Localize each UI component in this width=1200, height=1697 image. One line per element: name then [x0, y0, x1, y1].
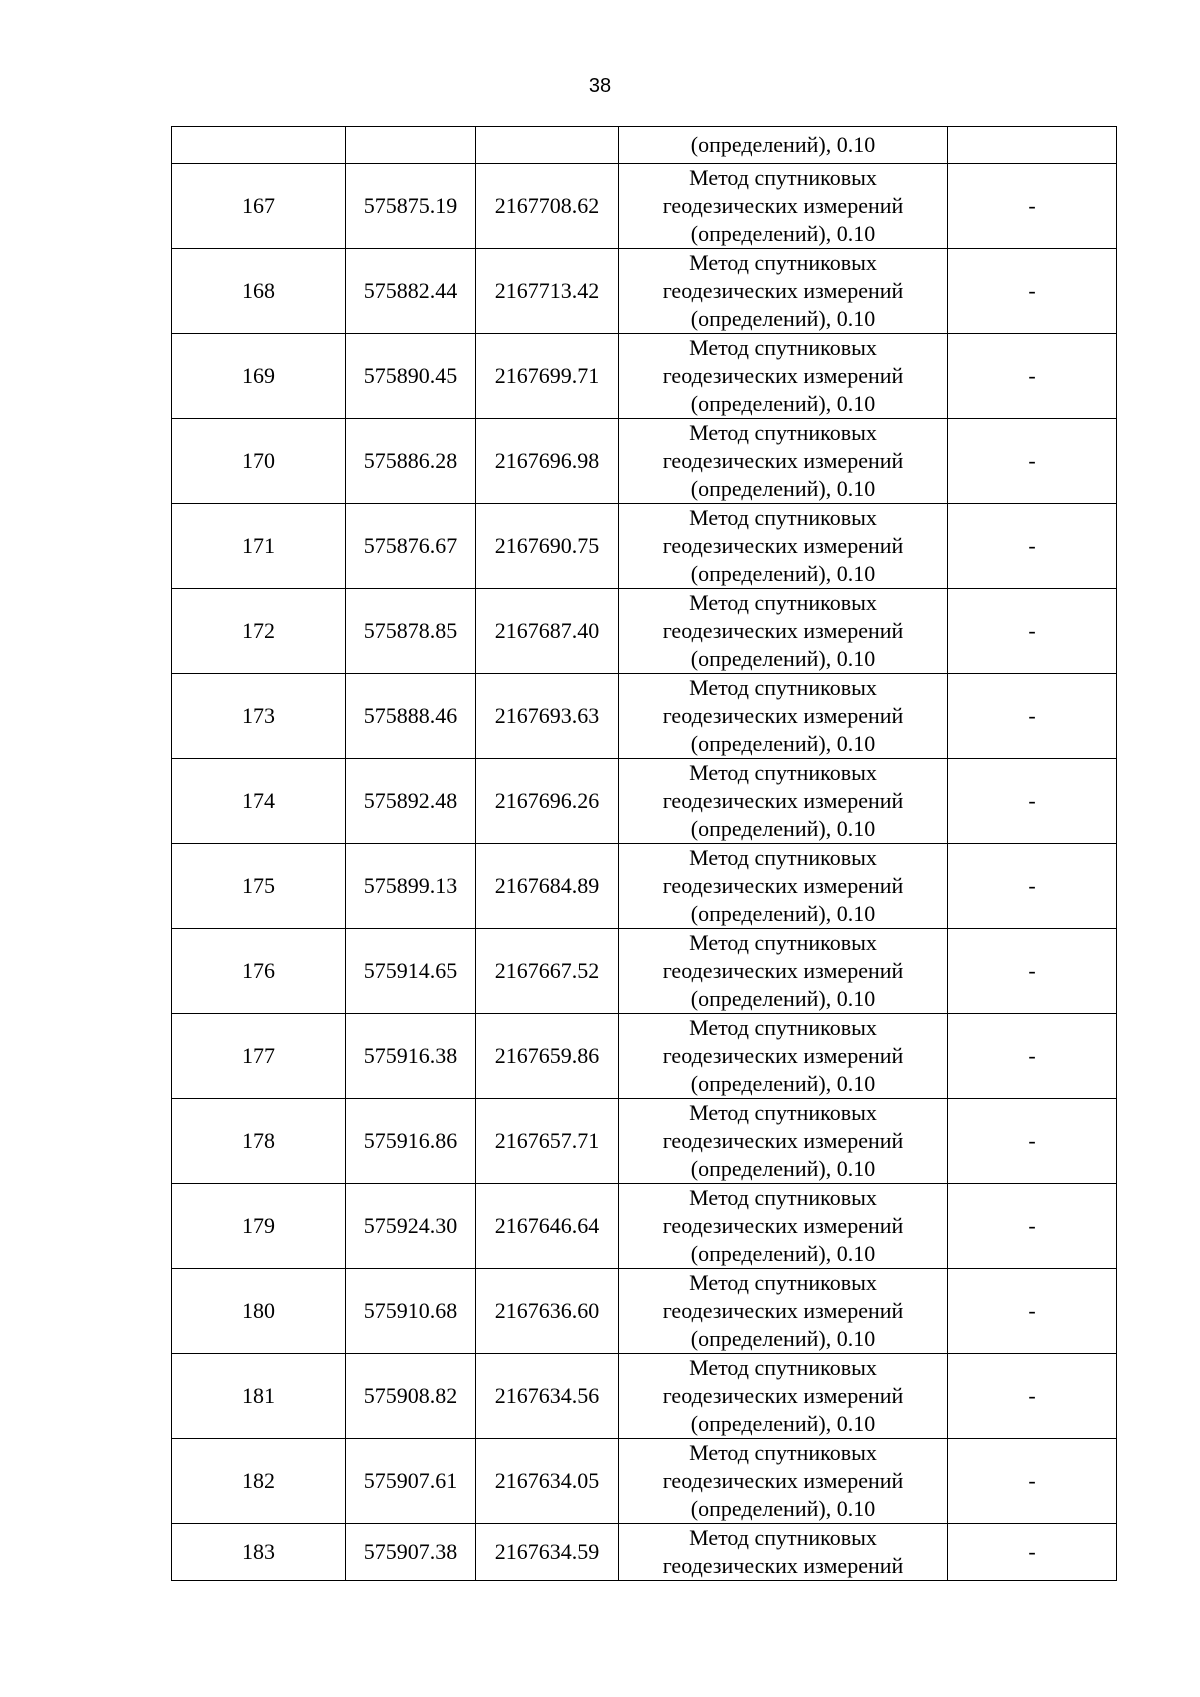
method-line-1: Метод спутниковых — [689, 1270, 877, 1295]
cell-y: 2167657.71 — [476, 1099, 619, 1184]
cell-y: 2167690.75 — [476, 504, 619, 589]
cell-x: 575916.86 — [346, 1099, 476, 1184]
cell-point: 173 — [172, 674, 346, 759]
cell-x: 575907.38 — [346, 1524, 476, 1581]
cell-point: 168 — [172, 249, 346, 334]
cell-description: - — [948, 759, 1117, 844]
method-line-2: геодезических измерений — [662, 873, 904, 898]
cell-y: 2167636.60 — [476, 1269, 619, 1354]
cell-y: 2167699.71 — [476, 334, 619, 419]
cell-method — [619, 249, 948, 334]
cell-point: 169 — [172, 334, 346, 419]
cell-method — [619, 844, 948, 929]
page-number: 38 — [588, 75, 612, 97]
cell-description: - — [948, 504, 1117, 589]
method-line-3: (определений), 0.10 — [690, 1411, 876, 1436]
method-line-3: (определений), 0.10 — [690, 646, 876, 671]
table-row — [172, 1269, 1117, 1354]
cell-description: - — [948, 1524, 1117, 1581]
cell-x: 575916.38 — [346, 1014, 476, 1099]
cell-x: 575899.13 — [346, 844, 476, 929]
method-line-2: геодезических измерений — [662, 1128, 904, 1153]
cell-point: 180 — [172, 1269, 346, 1354]
table-row-continuation — [172, 127, 1117, 164]
method-line-2: геодезических измерений — [662, 278, 904, 303]
cell-x: 575888.46 — [346, 674, 476, 759]
method-line-1: Метод спутниковых — [689, 1015, 877, 1040]
method-line-3: (определений), 0.10 — [690, 306, 876, 331]
cell-x: 575892.48 — [346, 759, 476, 844]
cell-point: 178 — [172, 1099, 346, 1184]
cell-x: 575907.61 — [346, 1439, 476, 1524]
method-line-3: (определений), 0.10 — [690, 476, 876, 501]
method-line-3: (определений), 0.10 — [690, 901, 876, 926]
method-line-3: (определений), 0.10 — [690, 1071, 876, 1096]
cell-point: 170 — [172, 419, 346, 504]
method-line-2: геодезических измерений — [662, 703, 904, 728]
table-row — [172, 1014, 1117, 1099]
table-row — [172, 844, 1117, 929]
method-line-2: геодезических измерений — [662, 1043, 904, 1068]
coordinates-table — [171, 126, 1117, 1581]
table-row — [172, 674, 1117, 759]
cell-y: 2167696.26 — [476, 759, 619, 844]
table-row — [172, 1354, 1117, 1439]
table-row — [172, 334, 1117, 419]
method-line-2: геодезических измерений — [662, 193, 904, 218]
cell-description: - — [948, 164, 1117, 249]
cell-x: 575875.19 — [346, 164, 476, 249]
method-line-3: (определений), 0.10 — [690, 561, 876, 586]
method-line-2: геодезических измерений — [662, 1468, 904, 1493]
cell-y: 2167634.59 — [476, 1524, 619, 1581]
method-line-3: (определений), 0.10 — [690, 1326, 876, 1351]
method-line-1: Метод спутниковых — [689, 1440, 877, 1465]
method-line-1: Метод спутниковых — [689, 165, 877, 190]
method-line-1: Метод спутниковых — [689, 1525, 877, 1550]
cell-y: 2167693.63 — [476, 674, 619, 759]
table-row — [172, 1524, 1117, 1581]
cell-x: 575908.82 — [346, 1354, 476, 1439]
cell-method — [619, 419, 948, 504]
table-row — [172, 1439, 1117, 1524]
method-line-3: (определений), 0.10 — [690, 1156, 876, 1181]
method-line-3: (определений), 0.10 — [690, 986, 876, 1011]
cell-method — [619, 164, 948, 249]
cell-point: 175 — [172, 844, 346, 929]
table-row — [172, 1099, 1117, 1184]
method-line-1: Метод спутниковых — [689, 250, 877, 275]
cell-x: 575882.44 — [346, 249, 476, 334]
cell-method — [619, 1099, 948, 1184]
cell-y: 2167687.40 — [476, 589, 619, 674]
cell-y: 2167659.86 — [476, 1014, 619, 1099]
method-line-3: (определений), 0.10 — [690, 132, 876, 157]
cell-y — [476, 127, 619, 164]
cell-y: 2167708.62 — [476, 164, 619, 249]
cell-point: 171 — [172, 504, 346, 589]
cell-y: 2167696.98 — [476, 419, 619, 504]
cell-method — [619, 1439, 948, 1524]
table-row — [172, 759, 1117, 844]
cell-point: 183 — [172, 1524, 346, 1581]
cell-y: 2167646.64 — [476, 1184, 619, 1269]
cell-description: - — [948, 419, 1117, 504]
table-row — [172, 249, 1117, 334]
method-line-3: (определений), 0.10 — [690, 816, 876, 841]
cell-description: - — [948, 1184, 1117, 1269]
method-line-1: Метод спутниковых — [689, 505, 877, 530]
cell-point: 174 — [172, 759, 346, 844]
cell-x: 575910.68 — [346, 1269, 476, 1354]
cell-point — [172, 127, 346, 164]
cell-method — [619, 759, 948, 844]
cell-description: - — [948, 1354, 1117, 1439]
method-line-2: геодезических измерений — [662, 363, 904, 388]
method-line-1: Метод спутниковых — [689, 1100, 877, 1125]
cell-point: 182 — [172, 1439, 346, 1524]
method-line-3: (определений), 0.10 — [690, 731, 876, 756]
table-row — [172, 504, 1117, 589]
cell-description: - — [948, 1439, 1117, 1524]
cell-description: - — [948, 929, 1117, 1014]
cell-point: 179 — [172, 1184, 346, 1269]
cell-y: 2167667.52 — [476, 929, 619, 1014]
method-line-2: геодезических измерений — [662, 1213, 904, 1238]
cell-y: 2167634.56 — [476, 1354, 619, 1439]
cell-description — [948, 127, 1117, 164]
cell-method — [619, 589, 948, 674]
method-line-1: Метод спутниковых — [689, 845, 877, 870]
method-line-2: геодезических измерений — [662, 533, 904, 558]
cell-method — [619, 1269, 948, 1354]
method-line-2: геодезических измерений — [662, 618, 904, 643]
cell-method — [619, 1184, 948, 1269]
method-line-1: Метод спутниковых — [689, 590, 877, 615]
method-line-3: (определений), 0.10 — [690, 1496, 876, 1521]
cell-description: - — [948, 1269, 1117, 1354]
cell-method — [619, 1524, 948, 1581]
method-line-1: Метод спутниковых — [689, 335, 877, 360]
method-line-2: геодезических измерений — [662, 1383, 904, 1408]
cell-method — [619, 929, 948, 1014]
cell-x — [346, 127, 476, 164]
method-line-2: геодезических измерений — [662, 448, 904, 473]
method-line-1: Метод спутниковых — [689, 930, 877, 955]
cell-point: 172 — [172, 589, 346, 674]
cell-y: 2167684.89 — [476, 844, 619, 929]
cell-point: 181 — [172, 1354, 346, 1439]
method-line-1: Метод спутниковых — [689, 760, 877, 785]
cell-point: 177 — [172, 1014, 346, 1099]
table-row — [172, 929, 1117, 1014]
table-row — [172, 1184, 1117, 1269]
cell-method — [619, 334, 948, 419]
cell-x: 575886.28 — [346, 419, 476, 504]
cell-point: 167 — [172, 164, 346, 249]
method-line-3: (определений), 0.10 — [690, 1241, 876, 1266]
cell-description: - — [948, 589, 1117, 674]
cell-point: 176 — [172, 929, 346, 1014]
table-row — [172, 419, 1117, 504]
cell-x: 575878.85 — [346, 589, 476, 674]
method-line-2: геодезических измерений — [662, 1298, 904, 1323]
cell-y: 2167634.05 — [476, 1439, 619, 1524]
cell-description: - — [948, 334, 1117, 419]
cell-method — [619, 504, 948, 589]
cell-method — [619, 674, 948, 759]
method-line-1: Метод спутниковых — [689, 675, 877, 700]
cell-method — [619, 1354, 948, 1439]
cell-method — [619, 127, 948, 164]
method-line-2: геодезических измерений — [662, 958, 904, 983]
cell-description: - — [948, 674, 1117, 759]
cell-method — [619, 1014, 948, 1099]
method-line-1: Метод спутниковых — [689, 1355, 877, 1380]
cell-x: 575914.65 — [346, 929, 476, 1014]
cell-y: 2167713.42 — [476, 249, 619, 334]
table-row — [172, 164, 1117, 249]
table-row — [172, 589, 1117, 674]
cell-x: 575924.30 — [346, 1184, 476, 1269]
cell-description: - — [948, 1099, 1117, 1184]
method-line-1: Метод спутниковых — [689, 1185, 877, 1210]
cell-description: - — [948, 844, 1117, 929]
method-line-2: геодезических измерений — [662, 1553, 904, 1578]
cell-description: - — [948, 1014, 1117, 1099]
method-line-3: (определений), 0.10 — [690, 391, 876, 416]
method-line-2: геодезических измерений — [662, 788, 904, 813]
coordinates-table-body — [172, 127, 1117, 1581]
method-line-1: Метод спутниковых — [689, 420, 877, 445]
method-line-3: (определений), 0.10 — [690, 221, 876, 246]
cell-x: 575876.67 — [346, 504, 476, 589]
cell-description: - — [948, 249, 1117, 334]
cell-x: 575890.45 — [346, 334, 476, 419]
